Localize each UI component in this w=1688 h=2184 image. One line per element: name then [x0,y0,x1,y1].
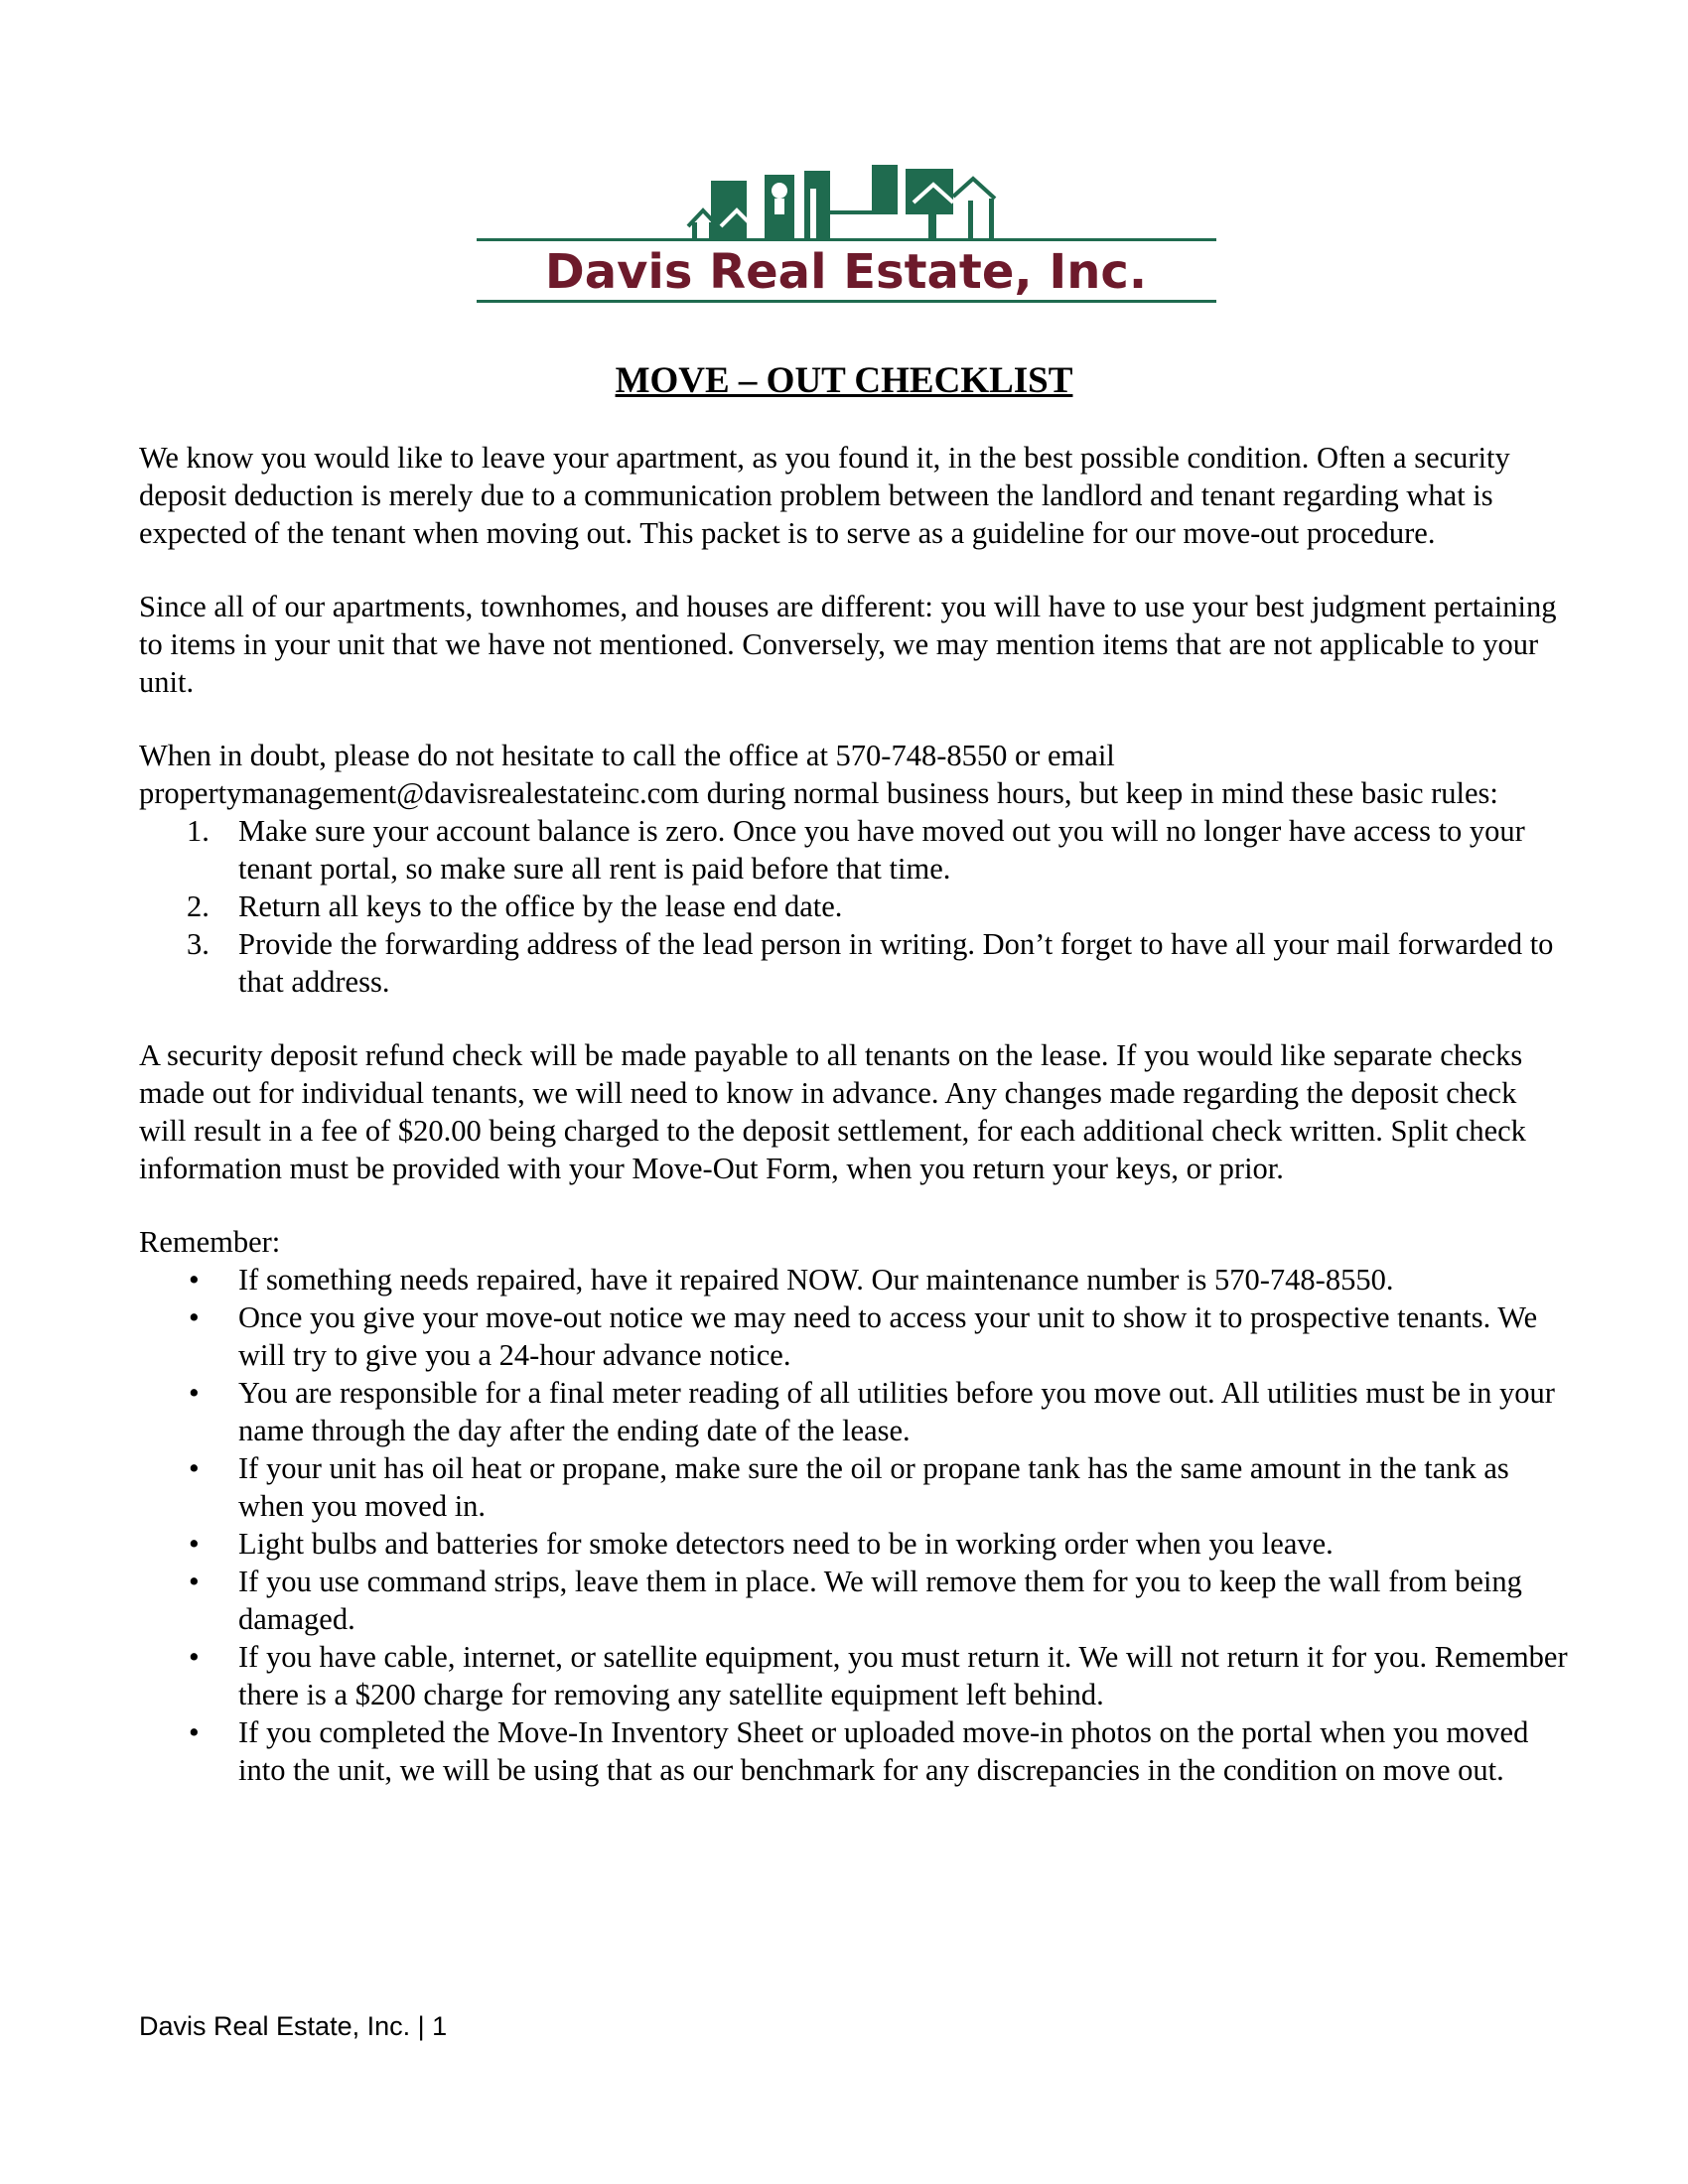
list-item-text: If your unit has oil heat or propane, make sure the oil or propane tank has the same amount in the tank as when you moved in. [238,1451,1509,1523]
list-item [139,1525,1569,1563]
bullet-icon: • [189,1263,200,1297]
intro-paragraph: We know you would like to leave your apartment, as you found it, in the best possible condition. Often a security deposit deduction is merely due to a communication problem between the landlord and tenant regarding what is expected of the tenant when moving out. This packet is to serve as a guideline for our move-out procedure. [139,441,1510,550]
list-item-text: Light bulbs and batteries for smoke detectors need to be in working order when you leave. [238,1527,1334,1561]
document-body [139,439,1569,1825]
bullet-icon: • [189,1565,200,1598]
list-item [139,1563,1569,1638]
list-item [139,1713,1569,1789]
bullet-icon: • [189,1715,200,1749]
list-item [139,1449,1569,1525]
list-item-text: If you have cable, internet, or satellite equipment, you must return it. We will not return it for you. Remember there is a $200 charge for removing any satellite equipment left behind. [238,1640,1568,1711]
list-item-text: If something needs repaired, have it repaired NOW. Our maintenance number is 570-748-8550. [238,1263,1394,1297]
bullet-icon: • [189,1640,200,1674]
list-number: 3. [187,927,210,961]
list-item [139,925,1569,1001]
deposit-paragraph: A security deposit refund check will be made payable to all tenants on the lease. If you would like separate checks made out for individual tenants, we will need to know in advance. Any changes made regarding the deposit check will result in a fee of $20.00 being charged to the deposit settlement, for each additional check written. Split check information must be provided with your Move-Out Form, when you return your keys, or prior. [139,1038,1526,1185]
bullet-icon: • [189,1527,200,1561]
reminders-list [139,1261,1569,1789]
list-item [139,1298,1569,1374]
list-item-text: Provide the forwarding address of the lead person in writing. Don’t forget to have all your mail forwarded to that address. [238,927,1554,999]
list-item [139,1638,1569,1713]
company-logo [477,159,1216,306]
bullet-icon: • [189,1300,200,1334]
list-number: 2. [187,889,210,923]
list-item [139,887,1569,925]
list-item [139,812,1569,887]
contact-paragraph: When in doubt, please do not hesitate to call the office at 570-748-8550 or email propertymanagement@davisrealestateinc.com during normal business hours, but keep in mind these basic rules: [139,739,1498,810]
list-item [139,1374,1569,1449]
page-footer: Davis Real Estate, Inc. | 1 [139,2011,448,2041]
list-item-text: If you completed the Move-In Inventory Sheet or uploaded move-in photos on the portal when you moved into the unit, we will be using that as our benchmark for any discrepancies in the condition on move out. [238,1715,1529,1787]
list-item-text: Return all keys to the office by the lease end date. [238,889,843,923]
list-item-text: Make sure your account balance is zero. Once you have moved out you will no longer have access to your tenant portal, so make sure all rent is paid before that time. [238,814,1525,886]
logo-wordmark: Davis Real Estate, Inc. [544,244,1148,300]
list-item-text: You are responsible for a final meter reading of all utilities before you move out. All utilities must be in your name through the day after the ending date of the lease. [238,1376,1555,1447]
list-item-text: Once you give your move-out notice we may need to access your unit to show it to prospective tenants. We will try to give you a 24-hour advance notice. [238,1300,1538,1372]
basic-rules-list [139,812,1569,1001]
list-number: 1. [187,814,210,848]
remember-heading: Remember: [139,1225,281,1259]
bullet-icon: • [189,1451,200,1485]
list-item-text: If you use command strips, leave them in place. We will remove them for you to keep the wall from being damaged. [238,1565,1522,1636]
page-title: MOVE – OUT CHECKLIST [615,360,1073,401]
bullet-icon: • [189,1376,200,1410]
units-paragraph: Since all of our apartments, townhomes, and houses are different: you will have to use your best judgment pertaining to items in your unit that we have not mentioned. Conversely, we may mention items that are not applicable to your unit. [139,590,1557,699]
list-item [139,1261,1569,1298]
